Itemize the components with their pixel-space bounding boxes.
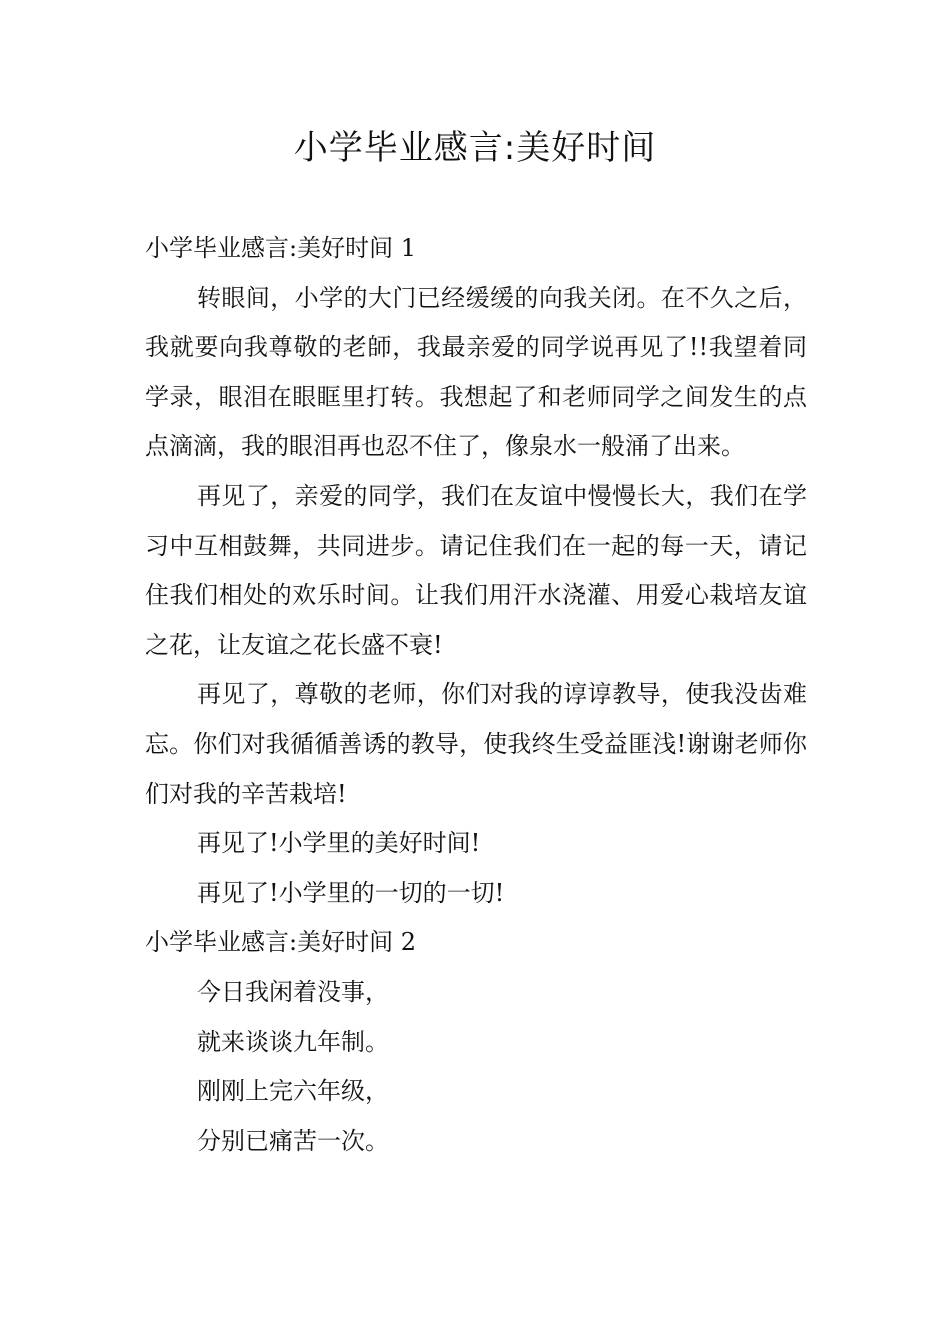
paragraph: 再见了!小学里的美好时间! xyxy=(197,829,481,858)
section-heading-1: 小学毕业感言:美好时间 1 xyxy=(145,234,416,262)
paragraph: 再见了，尊敬的老师，你们对我的谆谆教导，使我没齿难忘。你们对我循循善诱的教导，使我终生受益匪浅!谢谢老师你们对我的辛苦栽培! xyxy=(145,680,807,808)
verse-line: 刚刚上完六年级， xyxy=(197,1077,389,1106)
section-heading-2: 小学毕业感言:美好时间 2 xyxy=(145,928,416,957)
paragraph: 转眼间，小学的大门已经缓缓的向我关闭。在不久之后，我就要向我尊敬的老師，我最亲爱的同学说再见了!!我望着同学录，眼泪在眼眶里打转。我想起了和老师同学之间发生的点点滴滴，我的眼泪再也忍不住了，像泉水一般涌了出来。 xyxy=(145,283,807,461)
paragraph: 再见了!小学里的一切的一切! xyxy=(197,878,505,907)
verse-line: 就来谈谈九年制。 xyxy=(197,1027,389,1056)
paragraph: 再见了，亲爱的同学，我们在友谊中慢慢长大，我们在学习中互相鼓舞，共同进步。请记住我们在一起的每一天，请记住我们相处的欢乐时间。让我们用汗水浇灌、用爱心栽培友谊之花，让友谊之花长盛不衰! xyxy=(145,481,807,659)
document-body xyxy=(145,224,807,1166)
verse-line: 今日我闲着没事， xyxy=(197,977,389,1006)
document-title: 小学毕业感言:美好时间 xyxy=(293,128,657,168)
verse-line: 分别已痛苦一次。 xyxy=(197,1126,389,1155)
